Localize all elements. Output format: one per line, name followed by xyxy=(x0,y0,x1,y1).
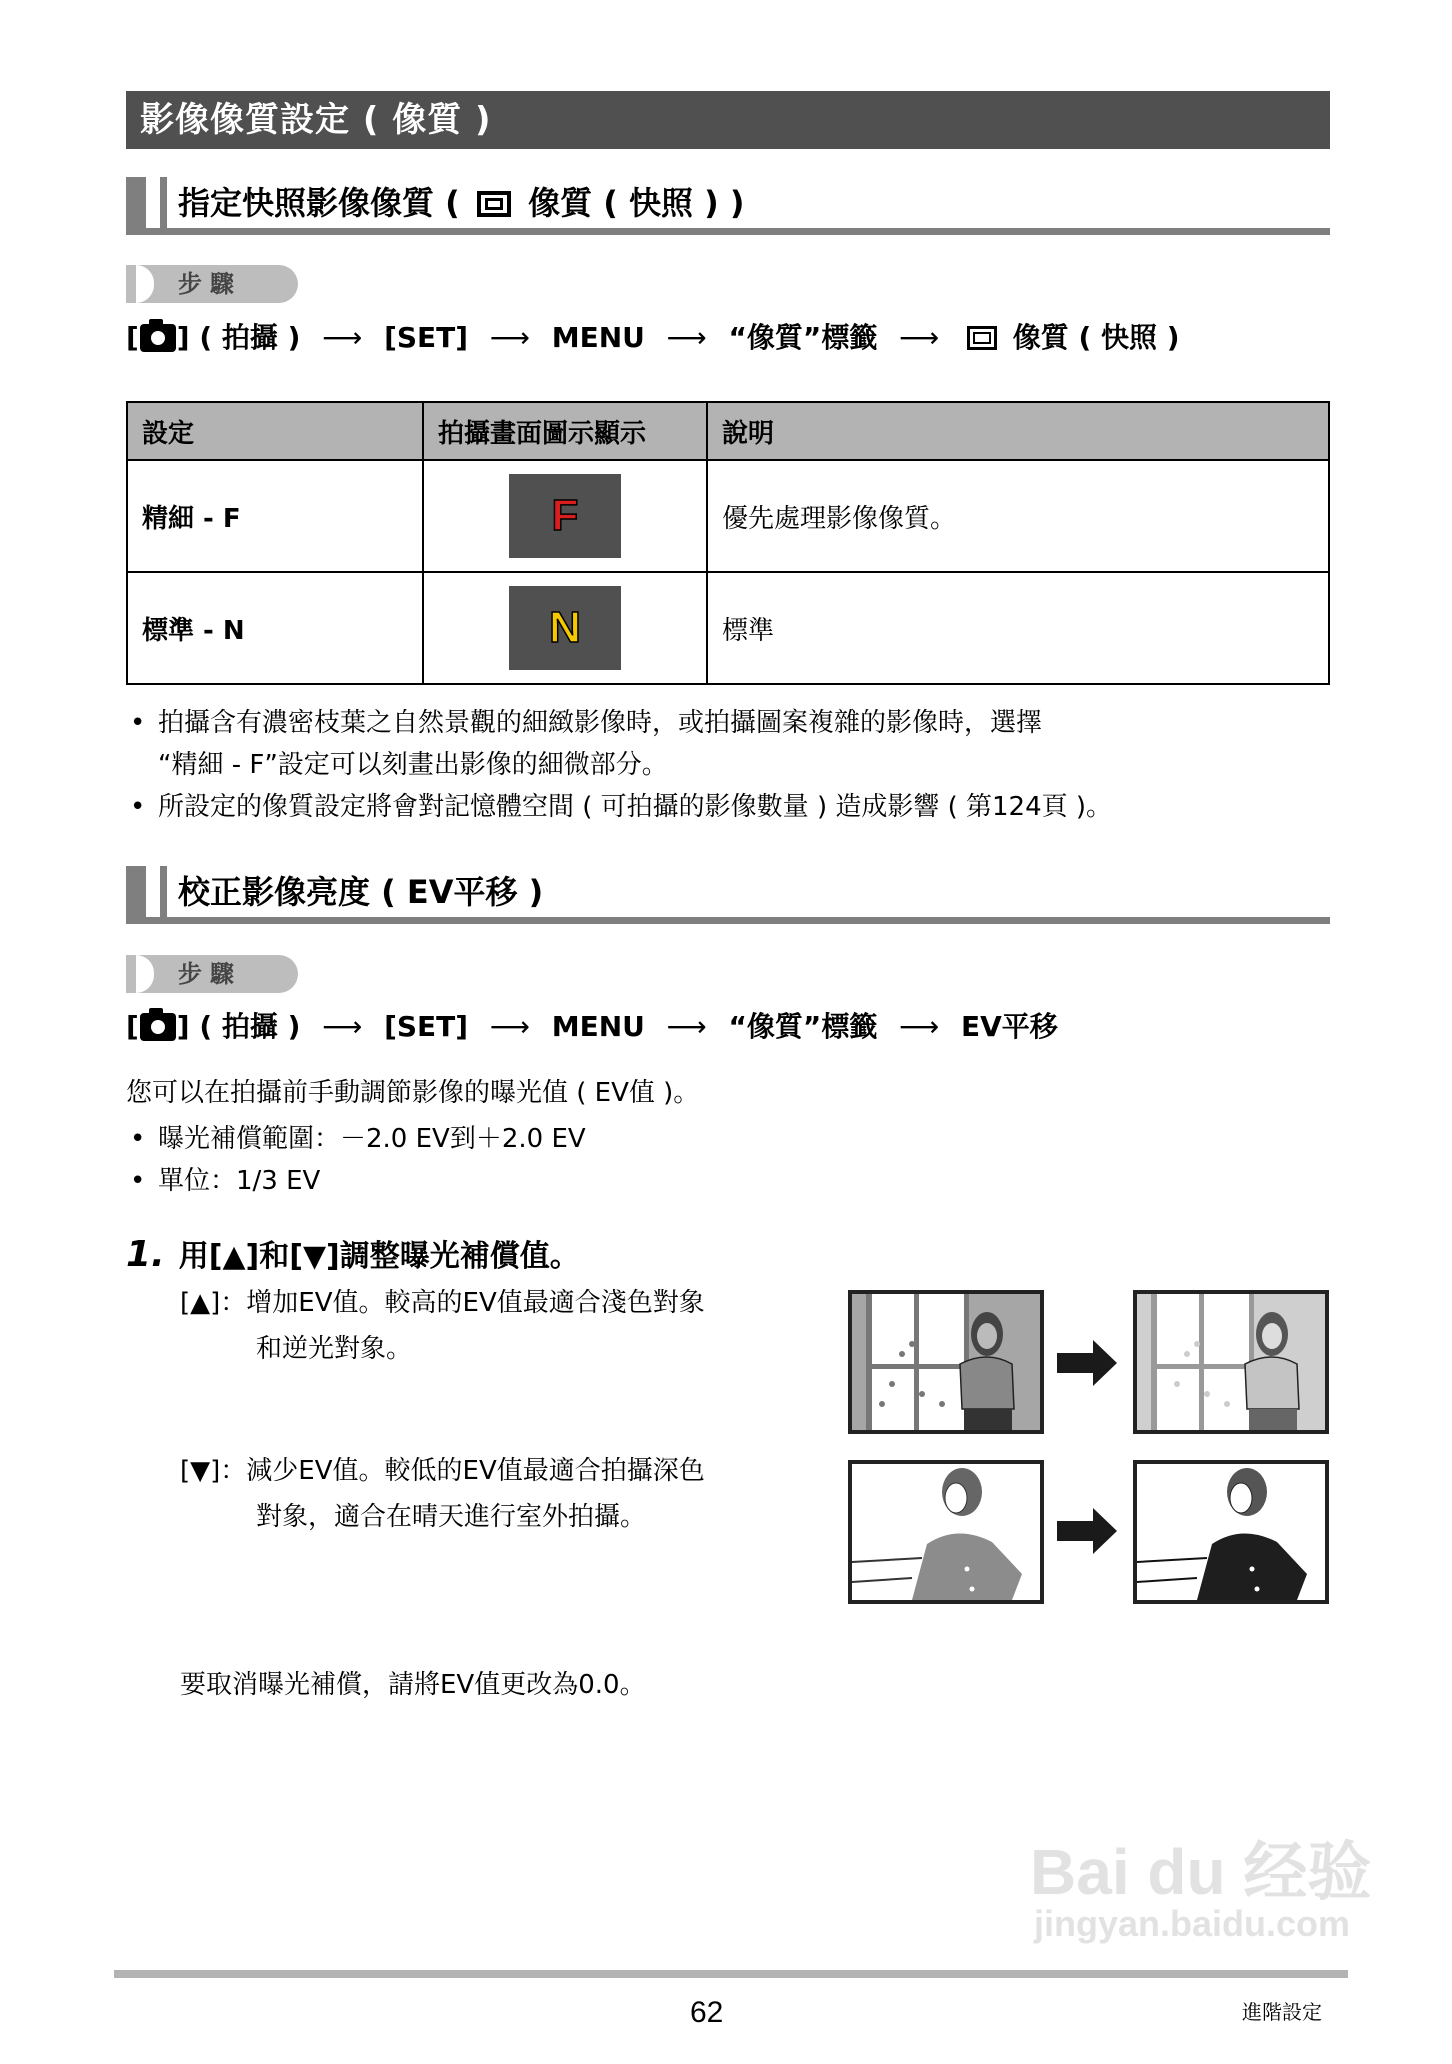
down-description: 減少EV值。較低的EV值最適合拍攝深色 xyxy=(246,1456,705,1486)
heading-underline xyxy=(126,228,1330,235)
baidu-watermark xyxy=(1030,1836,1372,1944)
arrow-right-icon: ⟶ xyxy=(322,321,363,354)
steps-label-text: 步驟 xyxy=(178,960,242,988)
quality-notes xyxy=(126,702,1112,828)
intro-text: 您可以在拍攝前手動調節影像的曝光值 ( EV值 )。 xyxy=(126,1078,700,1108)
section-title-suffix: 像質 ( 快照 ) ) xyxy=(528,184,745,222)
note-text: 所設定的像質設定將會對記憶體空間 ( 可拍攝的影像數量 ) 造成影響 ( 第124頁 )。 xyxy=(158,792,1113,822)
note-item xyxy=(126,702,1112,744)
bright-before-image xyxy=(848,1460,1044,1604)
heading-underline xyxy=(126,917,1330,924)
bracket: [ xyxy=(126,321,139,354)
heading-bar-decoration xyxy=(126,177,146,235)
snapshot-quality-icon xyxy=(477,191,511,217)
record-button-label: ] ( 拍攝 ) xyxy=(176,1010,301,1043)
arrow-right-icon xyxy=(1057,1508,1117,1554)
arrow-right-icon: ⟶ xyxy=(322,1010,363,1043)
increase-ev-description xyxy=(180,1282,705,1370)
column-header-icon: 拍攝畫面圖示顯示 xyxy=(423,402,707,460)
arrow-right-icon xyxy=(1057,1340,1117,1386)
watermark-brand: Bai du 经验 xyxy=(1030,1836,1372,1908)
column-header-setting: 設定 xyxy=(127,402,423,460)
watermark-url: jingyan.baidu.com xyxy=(1034,1903,1351,1944)
footer-section-name: 進階設定 xyxy=(1242,2000,1322,2024)
section-heading-snapshot-quality xyxy=(126,177,1330,235)
quality-tab-label: “像質”標籤 xyxy=(728,321,878,354)
menu-button-label: MENU xyxy=(551,1010,645,1043)
step-title: 用[▲]和[▼]調整曝光補償值。 xyxy=(178,1239,580,1274)
section-title-prefix: 指定快照影像像質 ( xyxy=(178,184,460,222)
down-key-label: [▼]： xyxy=(180,1456,247,1486)
up-key-label: [▲]： xyxy=(180,1288,247,1318)
footer-divider xyxy=(114,1970,1348,1978)
set-button-label: [SET] xyxy=(384,321,469,354)
quality-settings-table xyxy=(126,401,1330,685)
menu-path-quality xyxy=(126,317,1180,358)
range-item xyxy=(126,1118,699,1160)
heading-bar-decoration xyxy=(160,177,167,235)
camera-icon xyxy=(140,1013,176,1041)
note-text: “精細 - F”設定可以刻畫出影像的細微部分。 xyxy=(158,750,668,780)
section-heading-ev-shift xyxy=(126,866,1330,924)
ev-intro xyxy=(126,1072,699,1202)
arrow-right-icon: ⟶ xyxy=(899,1010,940,1043)
set-button-label: [SET] xyxy=(384,1010,469,1043)
table-header-row xyxy=(127,402,1329,460)
heading-bar-decoration xyxy=(126,866,146,924)
arrow-right-icon: ⟶ xyxy=(489,321,530,354)
arrow-right-icon: ⟶ xyxy=(899,321,940,354)
step-1-heading xyxy=(126,1233,580,1279)
quality-tab-label: “像質”標籤 xyxy=(728,1010,878,1043)
arrow-right-icon: ⟶ xyxy=(666,321,707,354)
menu-button-label: MENU xyxy=(551,321,645,354)
ev-shift-label: EV平移 xyxy=(960,1010,1058,1043)
up-description: 增加EV值。較高的EV值最適合淺色對象 xyxy=(246,1288,705,1318)
heading-bar-decoration xyxy=(160,866,167,924)
decrease-ev-description xyxy=(180,1450,705,1538)
description-cell: 標準 xyxy=(707,572,1329,684)
cancel-ev-note: 要取消曝光補償，請將EV值更改為0.0。 xyxy=(180,1670,646,1700)
backlit-after-image xyxy=(1133,1290,1329,1434)
normal-quality-icon: N xyxy=(509,586,621,670)
steps-label-text: 步驟 xyxy=(178,270,242,298)
snapshot-quality-icon xyxy=(967,326,997,350)
steps-label xyxy=(126,955,298,993)
steps-label xyxy=(126,265,298,303)
setting-cell: 精細 - F xyxy=(127,460,423,572)
arrow-right-icon: ⟶ xyxy=(489,1010,530,1043)
bright-after-image xyxy=(1133,1460,1329,1604)
table-row xyxy=(127,572,1329,684)
unit-text: 單位：1/3 EV xyxy=(158,1166,321,1196)
up-description-cont: 和逆光對象。 xyxy=(256,1334,413,1364)
range-text: 曝光補償範圍：－2.0 EV到＋2.0 EV xyxy=(158,1124,586,1154)
record-button-label: ] ( 拍攝 ) xyxy=(176,321,301,354)
step-number: 1. xyxy=(126,1234,165,1275)
note-continuation xyxy=(126,744,1112,786)
fine-quality-icon: F xyxy=(509,474,621,558)
page-number: 62 xyxy=(690,1996,724,2029)
section-title: 校正影像亮度 ( EV平移 ) xyxy=(178,873,544,911)
note-item xyxy=(126,786,1112,828)
chapter-title-bar xyxy=(126,91,1330,149)
pill-decoration xyxy=(136,955,154,993)
chapter-title: 影像像質設定 ( 像質 ) xyxy=(140,100,492,140)
icon-cell xyxy=(423,460,707,572)
column-header-description: 說明 xyxy=(707,402,1329,460)
description-cell: 優先處理影像像質。 xyxy=(707,460,1329,572)
icon-cell xyxy=(423,572,707,684)
arrow-right-icon: ⟶ xyxy=(666,1010,707,1043)
bracket: [ xyxy=(126,1010,139,1043)
unit-item xyxy=(126,1160,699,1202)
backlit-before-image xyxy=(848,1290,1044,1434)
menu-path-ev-shift xyxy=(126,1006,1058,1047)
down-description-cont: 對象，適合在晴天進行室外拍攝。 xyxy=(256,1502,647,1532)
pill-decoration xyxy=(136,265,154,303)
setting-cell: 標準 - N xyxy=(127,572,423,684)
note-text: 拍攝含有濃密枝葉之自然景觀的細緻影像時，或拍攝圖案複雜的影像時，選擇 xyxy=(158,708,1043,738)
camera-icon xyxy=(140,324,176,352)
table-row xyxy=(127,460,1329,572)
snapshot-quality-label: 像質 ( 快照 ) xyxy=(1012,321,1180,354)
